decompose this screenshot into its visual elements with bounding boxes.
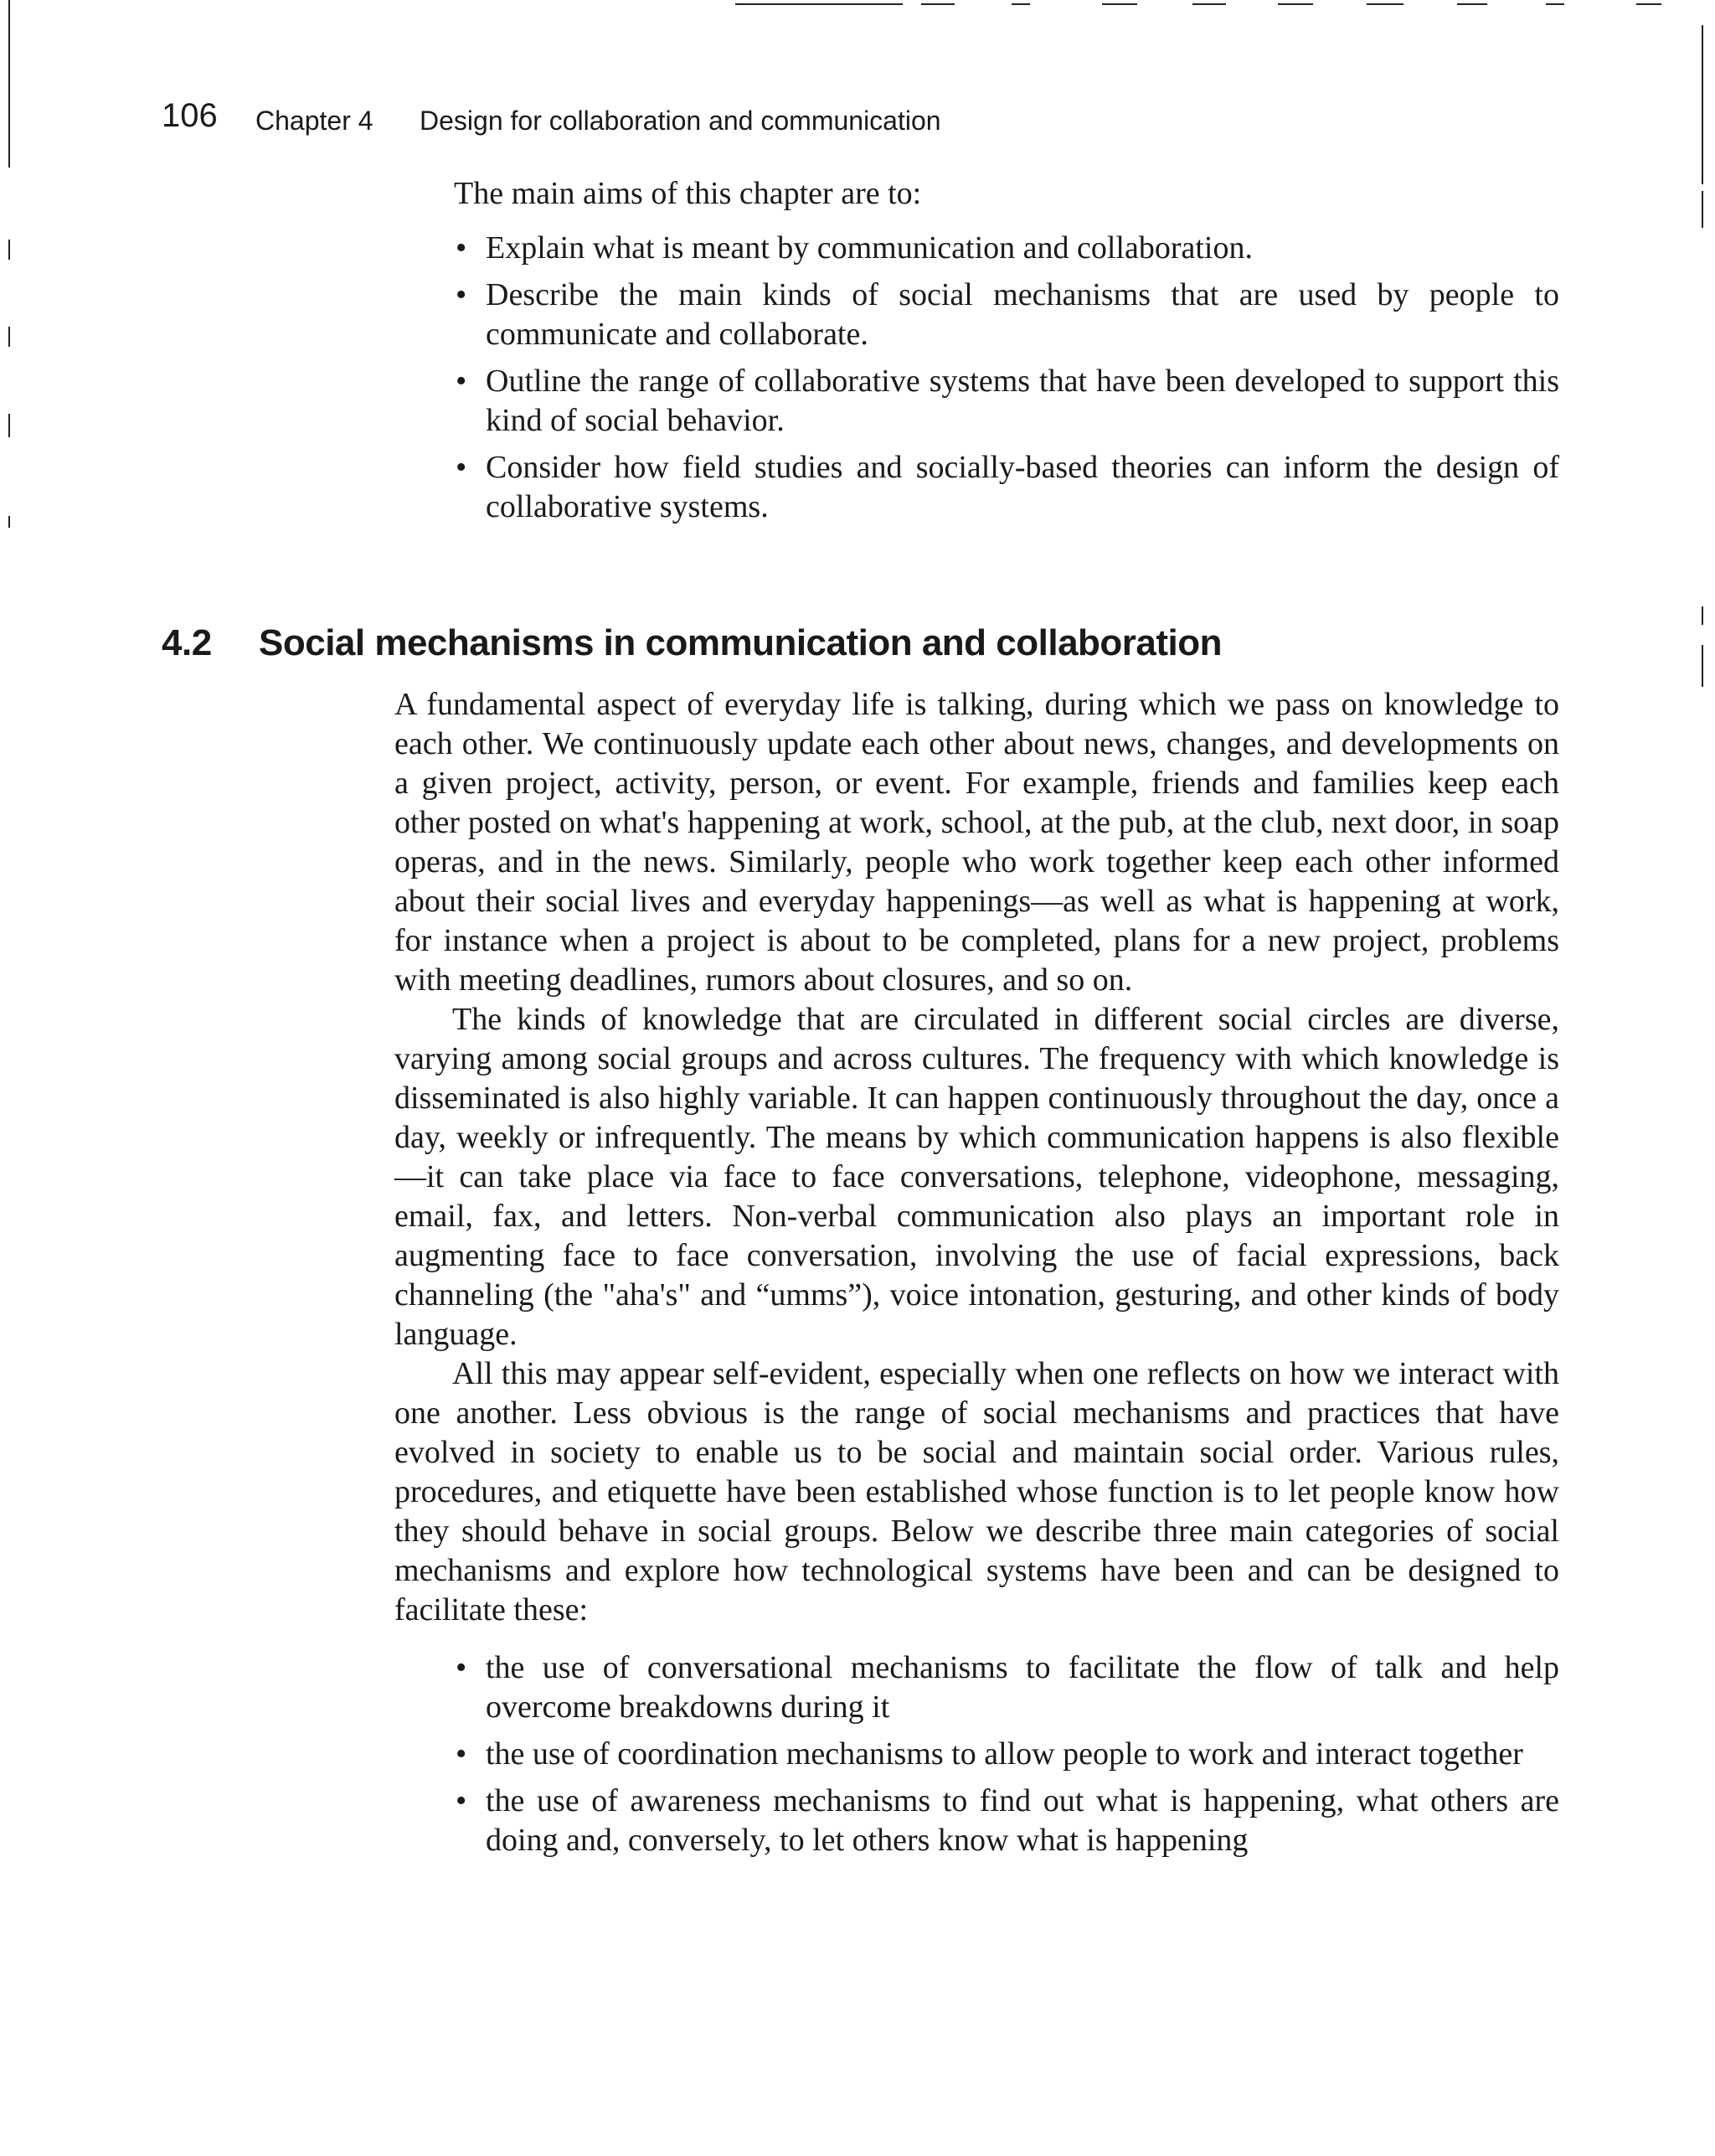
bullet-icon: • xyxy=(456,450,467,485)
chapter-aims xyxy=(454,174,1559,534)
list-item xyxy=(454,229,1559,268)
list-item xyxy=(454,1782,1559,1860)
scan-top-dash xyxy=(921,3,955,5)
scan-top-dash xyxy=(1192,3,1226,5)
scan-edge-mark xyxy=(8,327,10,347)
chapter-label: Chapter 4 xyxy=(255,106,373,136)
bullet-icon: • xyxy=(456,230,467,266)
scan-edge-mark xyxy=(8,516,10,528)
body-paragraph: All this may appear self-evident, especially when one reflects on how we interact with one another. Less obvious is the range of social mechanisms and practices that have evolved in society to enable us to be social and maintain social order. Various rules, procedures, and etiquette have been established whose function is to let people know how they should behave in social groups. Below we describe three main categories of social mechanisms and explore how technological systems have been and can be designed to facilitate these: xyxy=(394,1356,1559,1627)
aim-text: Outline the range of collaborative systems that have been developed to support this kind of social behavior. xyxy=(486,364,1559,438)
bullet-icon: • xyxy=(456,1650,467,1685)
aims-list xyxy=(454,229,1559,527)
list-item xyxy=(454,362,1559,441)
bullet-icon: • xyxy=(456,364,467,399)
list-item xyxy=(454,448,1559,527)
aim-text: Explain what is meant by communication and collaboration. xyxy=(486,230,1253,266)
bullet-icon: • xyxy=(456,1783,467,1818)
scan-top-dash xyxy=(1102,3,1137,5)
scan-top-dash xyxy=(1278,3,1313,5)
list-item xyxy=(454,276,1559,354)
aim-text: Consider how field studies and socially-based theories can inform the design of collaborative systems. xyxy=(486,450,1559,524)
section-body xyxy=(394,685,1559,1868)
chapter-title: Design for collaboration and communication xyxy=(420,106,941,136)
scan-edge-mark xyxy=(1702,191,1703,228)
mechanism-text: the use of conversational mechanisms to facilitate the flow of talk and help overcome breakdowns during it xyxy=(486,1650,1559,1725)
section-heading xyxy=(162,620,1585,667)
section-title: Social mechanisms in communication and collaboration xyxy=(259,622,1223,663)
scan-top-dash xyxy=(1457,3,1487,5)
scan-top-dash xyxy=(1636,3,1661,5)
scan-edge-mark xyxy=(8,414,10,437)
scan-top-dash xyxy=(1012,3,1030,5)
scan-edge-mark xyxy=(8,0,10,168)
scan-top-dash xyxy=(735,3,903,5)
bullet-icon: • xyxy=(456,1736,467,1772)
body-paragraph: The kinds of knowledge that are circulated in different social circles are diverse, varying among social groups and across cultures. The frequency with which knowledge is disseminated is also highly variable. It can happen continuously throughout the day, once a day, weekly or infrequently. The means by which communication happens is also flexible—it can take place via face to face conversations, telephone, videophone, messaging, email, fax, and letters. Non-verbal communication also plays an important role in augmenting face to face conversation, involving the use of facial expressions, back channeling (the "aha's" and “umms”), voice intonation, gesturing, and other kinds of body language. xyxy=(394,1002,1559,1352)
scan-edge-mark xyxy=(1702,25,1703,184)
scan-edge-mark xyxy=(1702,606,1703,625)
section-number: 4.2 xyxy=(162,622,212,663)
bullet-icon: • xyxy=(456,277,467,312)
list-item xyxy=(454,1648,1559,1727)
mechanism-text: the use of awareness mechanisms to find out what is happening, what others are doing and, conversely, to let others know what is happening xyxy=(486,1783,1559,1858)
body-paragraph: A fundamental aspect of everyday life is talking, during which we pass on knowledge to each other. We continuously update each other about news, changes, and developments on a given project, activity, person, or event. For example, friends and families keep each other posted on what's happening at work, school, at the pub, at the club, next door, in soap operas, and in the news. Similarly, people who work together keep each other informed about their social lives and everyday happenings—as well as what is happening at work, for instance when a project is about to be completed, plans for a new project, problems with meeting deadlines, rumors about closures, and so on. xyxy=(394,687,1559,998)
scan-top-dash xyxy=(1367,3,1403,5)
page-number: 106 xyxy=(162,97,218,134)
scan-edge-mark xyxy=(8,240,10,260)
mechanism-text: the use of coordination mechanisms to allow people to work and interact together xyxy=(486,1736,1523,1772)
aim-text: Describe the main kinds of social mechanisms that are used by people to communicate and collaborate. xyxy=(486,277,1559,352)
aims-lead: The main aims of this chapter are to: xyxy=(454,176,922,211)
scan-top-dash xyxy=(1546,3,1564,5)
scan-edge-mark xyxy=(1702,645,1703,687)
mechanisms-list xyxy=(454,1648,1559,1860)
list-item xyxy=(454,1735,1559,1774)
